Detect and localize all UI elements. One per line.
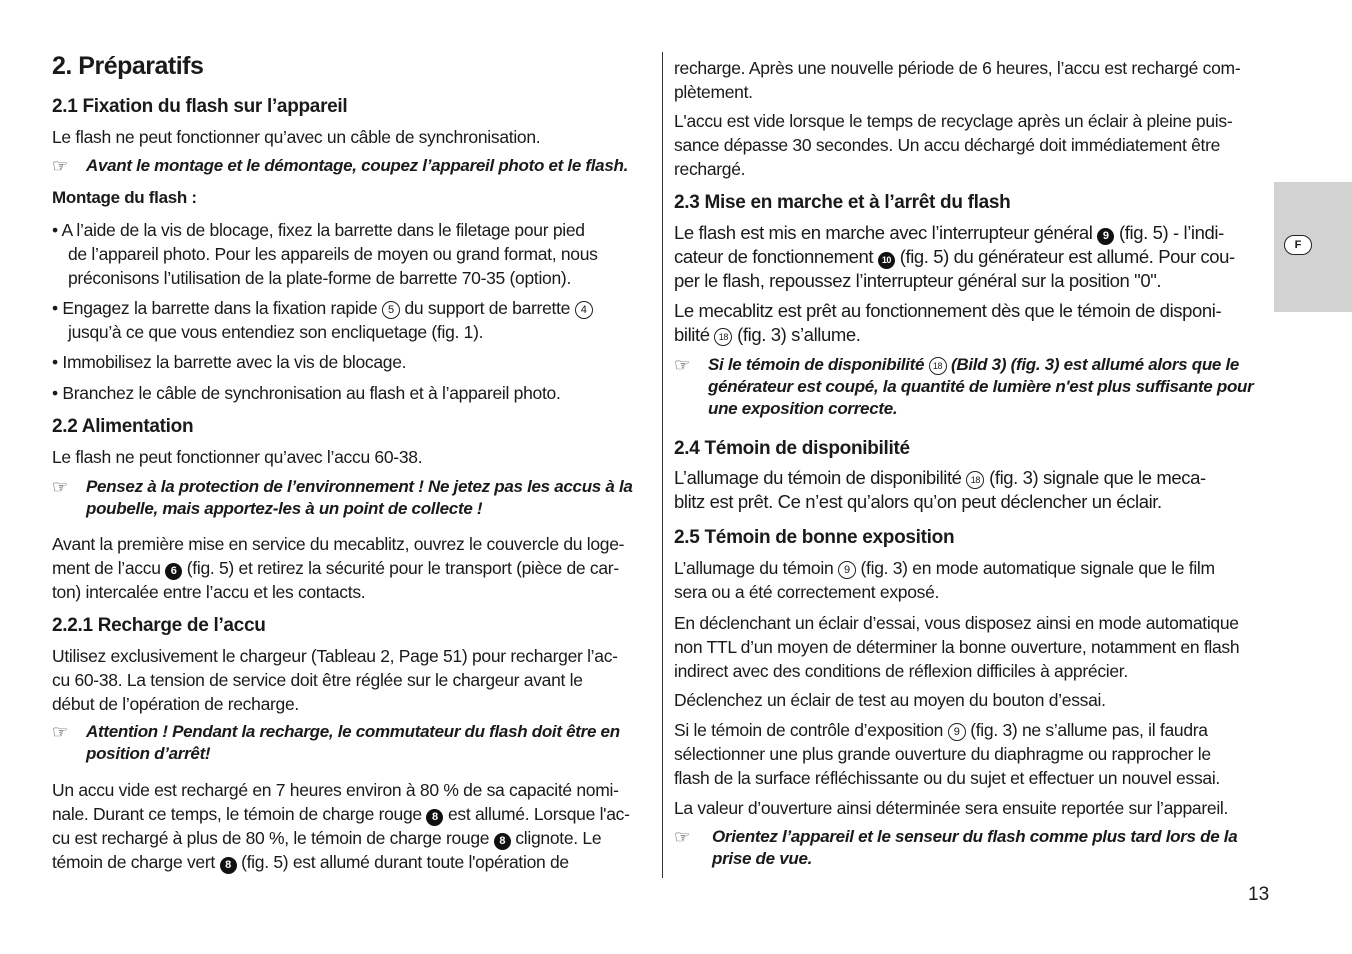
section-2-5-heading: 2.5 Témoin de bonne exposition [674, 527, 955, 548]
empty-accu-paragraph: L'accu est vide lorsque le temps de recyclage après un éclair à pleine puis- sance dépasse 30 secondes. Un accu déchargé doit immédiatement être rechargé. [674, 111, 1233, 179]
pointing-hand-icon: ☞ [52, 722, 68, 742]
ref-4-icon: 4 [575, 301, 593, 319]
note-2-3: ☞ Si le témoin de disponibilité 18 (Bild 3) (fig. 3) est allumé alors que le générateur est coupé, la quantité de lumière n'est plus suffisante pour une exposition correcte. [674, 355, 1254, 418]
section-2-5-exposure-text: Si le témoin de contrôle d’exposition 9 (fig. 3) ne s’allume pas, il faudra sélectionner une plus grande ouverture du diaphragme ou rapprocher le flash de la surface réfléchissante ou du sujet et effectuer un nouvel essai. [674, 720, 1220, 788]
ref-5-icon: 5 [382, 301, 400, 319]
page-number: 13 [1248, 884, 1270, 905]
note-2-2: ☞ Pensez à la protection de l’environnement ! Ne jetez pas les accus à la poubelle, mais apportez-les à un point de collecte ! [52, 477, 633, 518]
section-2-5-text: L’allumage du témoin 9 (fig. 3) en mode automatique signale que le film sera ou a été correctement exposé. [674, 558, 1215, 602]
column-divider [662, 52, 663, 878]
pointing-hand-icon: ☞ [52, 477, 68, 497]
recharge-continued: recharge. Après une nouvelle période de 6 heures, l’accu est rechargé com- plètement. [674, 58, 1241, 102]
ref-18-icon: 18 [929, 357, 947, 375]
ref-18-icon: 18 [714, 328, 732, 346]
ref-6-icon: 6 [165, 563, 182, 580]
list-item: • Immobilisez la barrette avec la vis de blocage. [52, 352, 407, 372]
ref-10-icon: 10 [878, 252, 895, 269]
ref-9-outline-icon: 9 [948, 723, 966, 741]
ref-9-outline-icon: 9 [838, 561, 856, 579]
list-item: • Engagez la barrette dans la fixation rapide 5 du support de barrette 4 jusqu’à ce que vous entendiez son encliquetage (fig. 1). [52, 296, 658, 344]
section-2-2-heading: 2.2 Alimentation [52, 416, 194, 437]
pointing-hand-icon: ☞ [52, 156, 68, 176]
section-2-1-heading: 2.1 Fixation du flash sur l’appareil [52, 96, 348, 117]
section-2-5-paragraph: En déclenchant un éclair d’essai, vous disposez ainsi en mode automatique non TTL d’un moyen de déterminer la bonne ouverture, notamment en flash indirect avec des conditions de réflexion difficiles à apprécier. [674, 613, 1240, 681]
chapter-title: 2. Préparatifs [52, 52, 204, 80]
section-2-3-ready-text: Le mecablitz est prêt au fonctionnement dès que le témoin de disponi- bilité 18 (fig. 3) s’allume. [674, 300, 1222, 345]
note-2-1: ☞ Avant le montage et le démontage, coupez l’appareil photo et le flash. [52, 156, 628, 176]
ref-18-icon: 18 [966, 471, 984, 489]
section-2-4-text: L’allumage du témoin de disponibilité 18 (fig. 3) signale que le meca- blitz est prêt. Ce n’est qu’alors qu’on peut déclencher un éclair. [674, 467, 1206, 512]
list-item: • Branchez le câble de synchronisation au flash et à l’appareil photo. [52, 383, 561, 403]
note-2-2-1: ☞ Attention ! Pendant la recharge, le commutateur du flash doit être en position d’arrêt! [52, 722, 620, 763]
ref-8-icon: 8 [494, 833, 511, 850]
ref-8-icon: 8 [426, 809, 443, 826]
pointing-hand-icon: ☞ [674, 827, 690, 847]
ref-9-icon: 9 [1097, 228, 1114, 245]
ref-8-icon: 8 [220, 857, 237, 874]
language-badge: F [1284, 235, 1312, 255]
section-2-1-text: Le flash ne peut fonctionner qu’avec un câble de synchronisation. [52, 127, 541, 147]
section-2-5-test-text: Déclenchez un éclair de test au moyen du bouton d’essai. [674, 690, 1106, 710]
section-2-3-heading: 2.3 Mise en marche et à l’arrêt du flash [674, 192, 1011, 213]
section-2-4-heading: 2.4 Témoin de disponibilité [674, 438, 910, 459]
list-item: • A l’aide de la vis de blocage, fixez la barrette dans le filetage pour pied de l’appareil photo. Pour les appareils de moyen ou grand format, nous préconisons l’utilisation de la plate-forme de barrette 70-35 (option). [52, 220, 598, 288]
section-2-2-text: Le flash ne peut fonctionner qu’avec l’accu 60-38. [52, 447, 423, 467]
note-2-5: ☞ Orientez l’appareil et le senseur du flash comme plus tard lors de la prise de vue. [674, 827, 1238, 868]
section-2-5-aperture-text: La valeur d’ouverture ainsi déterminée sera ensuite reportée sur l’appareil. [674, 798, 1229, 818]
section-2-2-1-paragraph: Un accu vide est rechargé en 7 heures environ à 80 % de sa capacité nomi- nale. Durant ce temps, le témoin de charge rouge 8 est allumé. Lorsque l'ac- cu est rechargé à plus de 80 %, le témoin de charge rouge 8 clignote. Le témoin de charge vert 8 (fig. 5) est allumé durant toute l'opération de [52, 780, 630, 872]
mounting-subheading: Montage du flash : [52, 188, 197, 207]
section-2-2-paragraph: Avant la première mise en service du mecablitz, ouvrez le couvercle du loge- ment de l’accu 6 (fig. 5) et retirez la sécurité pour le transport (pièce de car- ton) intercalée entre l’accu et les contacts. [52, 534, 625, 602]
pointing-hand-icon: ☞ [674, 355, 690, 375]
section-2-3-text: Le flash est mis en marche avec l’interrupteur général 9 (fig. 5) - l’indi- cateur de fonctionnement 10 (fig. 5) du générateur est allumé. Pour cou- per le flash, repoussez l’interrupteur général sur la position "0". [674, 222, 1235, 291]
section-2-2-1-text: Utilisez exclusivement le chargeur (Tableau 2, Page 51) pour recharger l’ac- cu 60-38. La tension de service doit être réglée sur le chargeur avant le début de l’opération de recharge. [52, 646, 618, 714]
section-2-2-1-heading: 2.2.1 Recharge de l’accu [52, 615, 266, 636]
